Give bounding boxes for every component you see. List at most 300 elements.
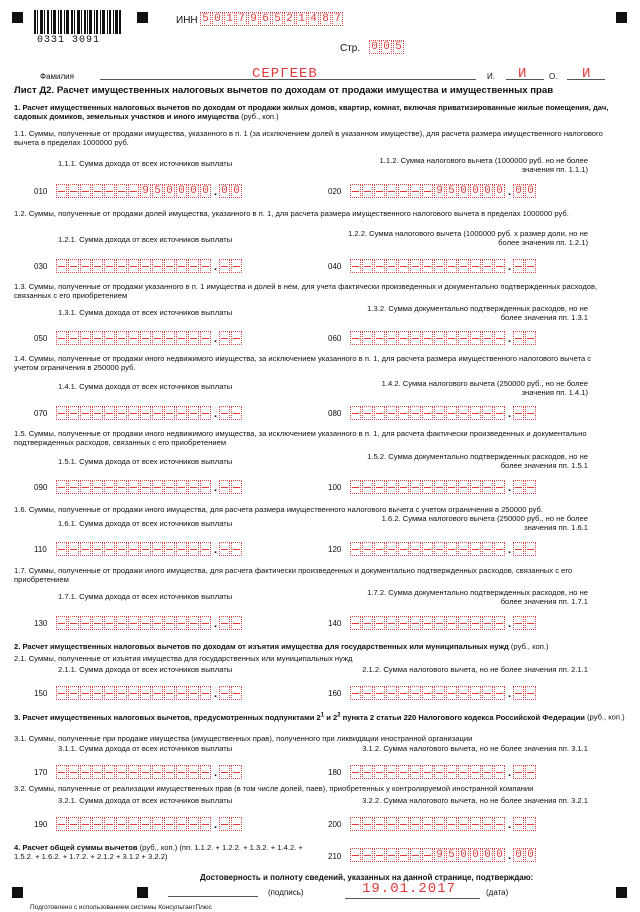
surname-value: СЕРГЕЕВ: [252, 66, 318, 82]
digit-cell: [494, 259, 505, 273]
digit-cell: [104, 259, 115, 273]
digit-cell: [164, 817, 175, 831]
signature-field[interactable]: [168, 896, 258, 897]
digit-cell: [188, 817, 199, 831]
digit-cell: [116, 184, 127, 198]
decimal-point: .: [213, 408, 218, 420]
digit-cell: 5: [446, 184, 457, 198]
code-110: 110: [34, 545, 47, 554]
digit-cell: 0: [176, 184, 187, 198]
digit-cell: 0: [482, 848, 493, 862]
digit-cell: [152, 817, 163, 831]
digit-cell: [513, 406, 524, 420]
digit-cell: [446, 542, 457, 556]
digit-cell: [422, 848, 433, 862]
digit-cell: [140, 542, 151, 556]
digit-cell: [176, 406, 187, 420]
label-3-1-1: 3.1.1. Сумма дохода от всех источников выплаты: [58, 744, 233, 753]
digit-cell: [116, 406, 127, 420]
code-120: 120: [328, 545, 342, 554]
field-060[interactable]: [350, 331, 537, 345]
digit-cell: [494, 765, 505, 779]
digit-cell: [446, 406, 457, 420]
section4-heading: 4. Расчет общей суммы вычетов (руб., коп.) (пп. 1.1.2. + 1.2.2. + 1.3.2. + 1.4.2. + 1.5.2. + 1.6.2. + 1.7.2. + 2.1.2 + 3.1.2 + 3.2.2): [14, 843, 303, 861]
code-150: 150: [34, 689, 48, 698]
section1-heading: 1. Расчет имущественных налоговых вычетов по доходам от продажи жилых домов, квартир, комнат, включая приватизированные жилые помещения, дач, садовых домиков, земельных участков и иного имущества (руб., коп.): [14, 103, 609, 121]
digit-cell: [152, 406, 163, 420]
code-080: 080: [328, 409, 342, 418]
digit-cell: [92, 184, 103, 198]
digit-cell: [513, 765, 524, 779]
digit-cell: 5: [200, 12, 211, 26]
digit-cell: [386, 331, 397, 345]
digit-cell: [350, 616, 361, 630]
digit-cell: [116, 480, 127, 494]
digit-cell: [350, 406, 361, 420]
digit-cell: [494, 331, 505, 345]
digit-cell: 0: [513, 848, 524, 862]
code-180: 180: [328, 768, 342, 777]
digit-cell: [128, 184, 139, 198]
digit-cell: [219, 542, 230, 556]
digit-cell: [458, 331, 469, 345]
digit-cell: [350, 848, 361, 862]
sub-1-6: 1.6. Суммы, полученные от продажи иного имущества, для расчета размера имущественного налогового вычета с учетом ограничения в 250000 руб.: [14, 505, 544, 514]
digit-cell: 0: [470, 184, 481, 198]
digit-cell: [350, 259, 361, 273]
digit-cell: [56, 686, 67, 700]
digit-cell: [362, 259, 373, 273]
digit-cell: [386, 616, 397, 630]
code-090: 090: [34, 483, 48, 492]
digit-cell: [374, 480, 385, 494]
field-190[interactable]: [56, 817, 243, 831]
digit-cell: [200, 616, 211, 630]
digit-cell: 9: [140, 184, 151, 198]
digit-cell: [164, 480, 175, 494]
digit-cell: [470, 480, 481, 494]
digit-cell: [362, 817, 373, 831]
digit-cell: [398, 406, 409, 420]
decimal-point: .: [507, 767, 512, 779]
digit-cell: [140, 259, 151, 273]
digit-cell: [92, 686, 103, 700]
digit-cell: [458, 480, 469, 494]
digit-cell: [128, 480, 139, 494]
field-030[interactable]: [56, 259, 243, 273]
decimal-point: .: [213, 482, 218, 494]
digit-cell: [231, 331, 242, 345]
digit-cell: [350, 184, 361, 198]
digit-cell: [525, 616, 536, 630]
decimal-point: .: [213, 333, 218, 345]
digit-cell: [80, 331, 91, 345]
digit-cell: [350, 331, 361, 345]
field-050[interactable]: [56, 331, 243, 345]
digit-cell: 0: [188, 184, 199, 198]
field-100[interactable]: [350, 480, 537, 494]
digit-cell: 9: [248, 12, 259, 26]
field-210[interactable]: [350, 848, 537, 862]
digit-cell: [482, 331, 493, 345]
code-070: 070: [34, 409, 48, 418]
digit-cell: [200, 765, 211, 779]
digit-cell: [494, 480, 505, 494]
digit-cell: 9: [434, 848, 445, 862]
corner-marker-top-right: [616, 12, 627, 23]
page-number-field[interactable]: [369, 40, 405, 54]
digit-cell: [386, 817, 397, 831]
digit-cell: [482, 817, 493, 831]
label-1-2-2: 1.2.2. Сумма налогового вычета (1000000 руб. х размер доли, но не более значения пп. 1.2.1): [348, 229, 588, 247]
digit-cell: [362, 848, 373, 862]
digit-cell: [410, 480, 421, 494]
digit-cell: [458, 259, 469, 273]
digit-cell: [164, 331, 175, 345]
digit-cell: [374, 542, 385, 556]
sub-1-4: 1.4. Суммы, полученные от продажи иного недвижимого имущества, за исключением указанного в п. 1, для расчета размера имущественного налогового вычета с учетом ограничения в 250000 руб.: [14, 354, 592, 372]
digit-cell: [386, 184, 397, 198]
field-020[interactable]: [350, 184, 537, 198]
digit-cell: 7: [236, 12, 247, 26]
digit-cell: [231, 542, 242, 556]
digit-cell: [152, 480, 163, 494]
digit-cell: [104, 817, 115, 831]
digit-cell: 0: [369, 40, 380, 54]
digit-cell: [140, 616, 151, 630]
digit-cell: [231, 616, 242, 630]
digit-cell: [104, 686, 115, 700]
digit-cell: [482, 406, 493, 420]
digit-cell: [350, 765, 361, 779]
sub-2-1: 2.1. Суммы, полученные от изъятия имущества для государственных или муниципальных нужд: [14, 654, 353, 663]
digit-cell: [482, 542, 493, 556]
digit-cell: [494, 686, 505, 700]
digit-cell: [164, 406, 175, 420]
digit-cell: [398, 848, 409, 862]
digit-cell: [422, 184, 433, 198]
digit-cell: [434, 406, 445, 420]
digit-cell: [128, 616, 139, 630]
digit-cell: [362, 480, 373, 494]
digit-cell: [188, 331, 199, 345]
digit-cell: [434, 817, 445, 831]
digit-cell: [188, 480, 199, 494]
digit-cell: 0: [212, 12, 223, 26]
label-1-7-2: 1.7.2. Сумма документально подтвержденных расходов, но не более значения пп. 1.7.1: [367, 588, 588, 606]
field-110[interactable]: [56, 542, 243, 556]
digit-cell: [116, 259, 127, 273]
digit-cell: [188, 259, 199, 273]
sub-1-7: 1.7. Суммы, полученные от продажи иного имущества, для расчета фактически произведенных и документально подтвержденных расходов, связанных с его приобретением: [14, 566, 573, 584]
digit-cell: [104, 542, 115, 556]
digit-cell: [56, 616, 67, 630]
field-080[interactable]: [350, 406, 537, 420]
date-field[interactable]: [345, 898, 480, 899]
digit-cell: [434, 765, 445, 779]
digit-cell: [374, 184, 385, 198]
digit-cell: [56, 259, 67, 273]
digit-cell: [128, 406, 139, 420]
field-170[interactable]: [56, 765, 243, 779]
code-190: 190: [34, 820, 48, 829]
signature-label: (подпись): [268, 888, 304, 897]
field-130[interactable]: [56, 616, 243, 630]
code-100: 100: [328, 483, 342, 492]
initial2-label: О.: [549, 72, 558, 81]
digit-cell: [80, 406, 91, 420]
digit-cell: [176, 331, 187, 345]
digit-cell: [513, 331, 524, 345]
digit-cell: [513, 817, 524, 831]
digit-cell: [362, 616, 373, 630]
label-1-3-2: 1.3.2. Сумма документально подтвержденных расходов, но не более значения пп. 1.3.1: [367, 304, 588, 322]
digit-cell: [374, 765, 385, 779]
digit-cell: [422, 686, 433, 700]
digit-cell: [525, 765, 536, 779]
digit-cell: [513, 616, 524, 630]
digit-cell: [164, 259, 175, 273]
digit-cell: [458, 817, 469, 831]
digit-cell: [446, 259, 457, 273]
digit-cell: 0: [494, 848, 505, 862]
field-040[interactable]: [350, 259, 537, 273]
digit-cell: [152, 259, 163, 273]
sub-1-5: 1.5. Суммы, полученные от продажи иного недвижимого имущества, за исключением указанного в п. 1, для расчета фактически произведенных и документально подтвержденных расходов, связанных с его приобретением: [14, 429, 587, 447]
digit-cell: [176, 542, 187, 556]
field-180[interactable]: [350, 765, 537, 779]
digit-cell: 0: [470, 848, 481, 862]
digit-cell: [56, 184, 67, 198]
code-160: 160: [328, 689, 342, 698]
digit-cell: 0: [482, 184, 493, 198]
digit-cell: [176, 686, 187, 700]
digit-cell: [128, 542, 139, 556]
digit-cell: [350, 686, 361, 700]
digit-cell: [200, 686, 211, 700]
digit-cell: [458, 406, 469, 420]
decimal-point: .: [507, 261, 512, 273]
digit-cell: [362, 184, 373, 198]
label-1-7-1: 1.7.1. Сумма дохода от всех источников выплаты: [58, 592, 233, 601]
label-1-6-2: 1.6.2. Сумма налогового вычета (250000 руб., но не более значения пп. 1.6.1: [381, 514, 588, 532]
digit-cell: [68, 331, 79, 345]
field-120[interactable]: [350, 542, 537, 556]
digit-cell: [513, 480, 524, 494]
digit-cell: [92, 765, 103, 779]
digit-cell: [482, 686, 493, 700]
digit-cell: [513, 686, 524, 700]
digit-cell: [494, 542, 505, 556]
digit-cell: [152, 686, 163, 700]
corner-marker-bottom-left: [12, 887, 23, 898]
field-200[interactable]: [350, 817, 537, 831]
digit-cell: [219, 686, 230, 700]
digit-cell: [116, 817, 127, 831]
digit-cell: [410, 765, 421, 779]
decimal-point: .: [213, 767, 218, 779]
corner-marker-top-left: [12, 12, 23, 23]
digit-cell: [92, 480, 103, 494]
section2-heading: 2. Расчет имущественных налоговых вычетов по доходам от изъятия имущества для государственных или муниципальных нужд (руб., коп.): [14, 642, 549, 651]
digit-cell: [398, 542, 409, 556]
digit-cell: 0: [231, 184, 242, 198]
digit-cell: [513, 259, 524, 273]
digit-cell: 6: [260, 12, 271, 26]
label-1-5-1: 1.5.1. Сумма дохода от всех источников выплаты: [58, 457, 233, 466]
digit-cell: [398, 817, 409, 831]
digit-cell: [410, 184, 421, 198]
initial2-value: И: [582, 66, 591, 82]
digit-cell: 5: [152, 184, 163, 198]
digit-cell: [164, 616, 175, 630]
decimal-point: .: [507, 333, 512, 345]
digit-cell: [386, 848, 397, 862]
digit-cell: [140, 817, 151, 831]
digit-cell: [116, 331, 127, 345]
barcode-number: 0331 3091: [37, 35, 101, 46]
digit-cell: [92, 616, 103, 630]
digit-cell: [92, 817, 103, 831]
digit-cell: [140, 331, 151, 345]
digit-cell: [68, 184, 79, 198]
digit-cell: [482, 480, 493, 494]
digit-cell: [231, 817, 242, 831]
label-1-2-1: 1.2.1. Сумма дохода от всех источников выплаты: [58, 235, 233, 244]
code-200: 200: [328, 820, 342, 829]
digit-cell: [446, 686, 457, 700]
digit-cell: [386, 480, 397, 494]
digit-cell: 1: [296, 12, 307, 26]
digit-cell: 0: [494, 184, 505, 198]
page-title: Лист Д2. Расчет имущественных налоговых вычетов по доходам от продажи имущества и имущественных прав: [14, 85, 554, 96]
initial1-label: И.: [487, 72, 495, 81]
code-210: 210: [328, 852, 342, 861]
digit-cell: [80, 542, 91, 556]
code-020: 020: [328, 187, 342, 196]
code-030: 030: [34, 262, 48, 271]
field-070[interactable]: [56, 406, 243, 420]
digit-cell: [200, 480, 211, 494]
code-130: 130: [34, 619, 48, 628]
digit-cell: [374, 686, 385, 700]
digit-cell: [482, 616, 493, 630]
corner-marker-bottom-right: [616, 887, 627, 898]
digit-cell: [200, 331, 211, 345]
digit-cell: 0: [458, 184, 469, 198]
digit-cell: [482, 765, 493, 779]
digit-cell: 4: [308, 12, 319, 26]
digit-cell: [231, 686, 242, 700]
digit-cell: [434, 259, 445, 273]
digit-cell: [470, 686, 481, 700]
digit-cell: [362, 406, 373, 420]
code-050: 050: [34, 334, 48, 343]
digit-cell: [219, 259, 230, 273]
digit-cell: [68, 765, 79, 779]
digit-cell: [422, 259, 433, 273]
digit-cell: [386, 686, 397, 700]
digit-cell: [374, 406, 385, 420]
digit-cell: [398, 765, 409, 779]
digit-cell: 0: [513, 184, 524, 198]
digit-cell: [116, 765, 127, 779]
sub-1-2: 1.2. Суммы, полученные от продажи долей имущества, указанного в п. 1, для расчета размера имущественного налогового вычета в пределах 1000000 руб.: [14, 209, 569, 218]
digit-cell: [104, 616, 115, 630]
digit-cell: [92, 331, 103, 345]
digit-cell: [68, 259, 79, 273]
code-040: 040: [328, 262, 342, 271]
corner-marker-bottom-center: [137, 887, 148, 898]
digit-cell: [446, 480, 457, 494]
digit-cell: [410, 331, 421, 345]
field-150[interactable]: [56, 686, 243, 700]
digit-cell: [128, 765, 139, 779]
digit-cell: [231, 480, 242, 494]
confirm-text: Достоверность и полноту сведений, указанных на данной странице, подтверждаю:: [200, 873, 534, 882]
digit-cell: [176, 616, 187, 630]
digit-cell: 5: [272, 12, 283, 26]
digit-cell: [525, 817, 536, 831]
code-140: 140: [328, 619, 342, 628]
digit-cell: [434, 542, 445, 556]
decimal-point: .: [507, 688, 512, 700]
digit-cell: [362, 331, 373, 345]
digit-cell: 9: [434, 184, 445, 198]
digit-cell: [56, 480, 67, 494]
digit-cell: [164, 686, 175, 700]
code-060: 060: [328, 334, 342, 343]
digit-cell: [128, 817, 139, 831]
digit-cell: [56, 406, 67, 420]
digit-cell: [152, 765, 163, 779]
label-3-2-2: 3.2.2. Сумма налогового вычета, но не более значения пп. 3.2.1: [362, 796, 588, 805]
digit-cell: [231, 765, 242, 779]
digit-cell: [398, 184, 409, 198]
field-160[interactable]: [350, 686, 537, 700]
digit-cell: [410, 259, 421, 273]
digit-cell: [458, 686, 469, 700]
digit-cell: [350, 817, 361, 831]
digit-cell: [176, 480, 187, 494]
digit-cell: [188, 616, 199, 630]
decimal-point: .: [213, 544, 218, 556]
digit-cell: [422, 765, 433, 779]
digit-cell: [140, 406, 151, 420]
digit-cell: [374, 848, 385, 862]
consultant-note: Подготовлено с использованием системы КонсультантПлюс: [30, 904, 212, 911]
digit-cell: [525, 542, 536, 556]
digit-cell: [140, 686, 151, 700]
label-1-5-2: 1.5.2. Сумма документально подтвержденных расходов, но не более значения пп. 1.5.1: [367, 452, 588, 470]
digit-cell: [398, 259, 409, 273]
digit-cell: [410, 848, 421, 862]
inn-field[interactable]: [200, 12, 344, 26]
digit-cell: [422, 406, 433, 420]
digit-cell: [68, 616, 79, 630]
digit-cell: [80, 817, 91, 831]
field-140[interactable]: [350, 616, 537, 630]
digit-cell: [80, 259, 91, 273]
digit-cell: [494, 817, 505, 831]
digit-cell: [525, 480, 536, 494]
digit-cell: [398, 616, 409, 630]
field-010[interactable]: [56, 184, 243, 198]
field-090[interactable]: [56, 480, 243, 494]
digit-cell: 0: [219, 184, 230, 198]
digit-cell: 2: [284, 12, 295, 26]
digit-cell: [140, 480, 151, 494]
